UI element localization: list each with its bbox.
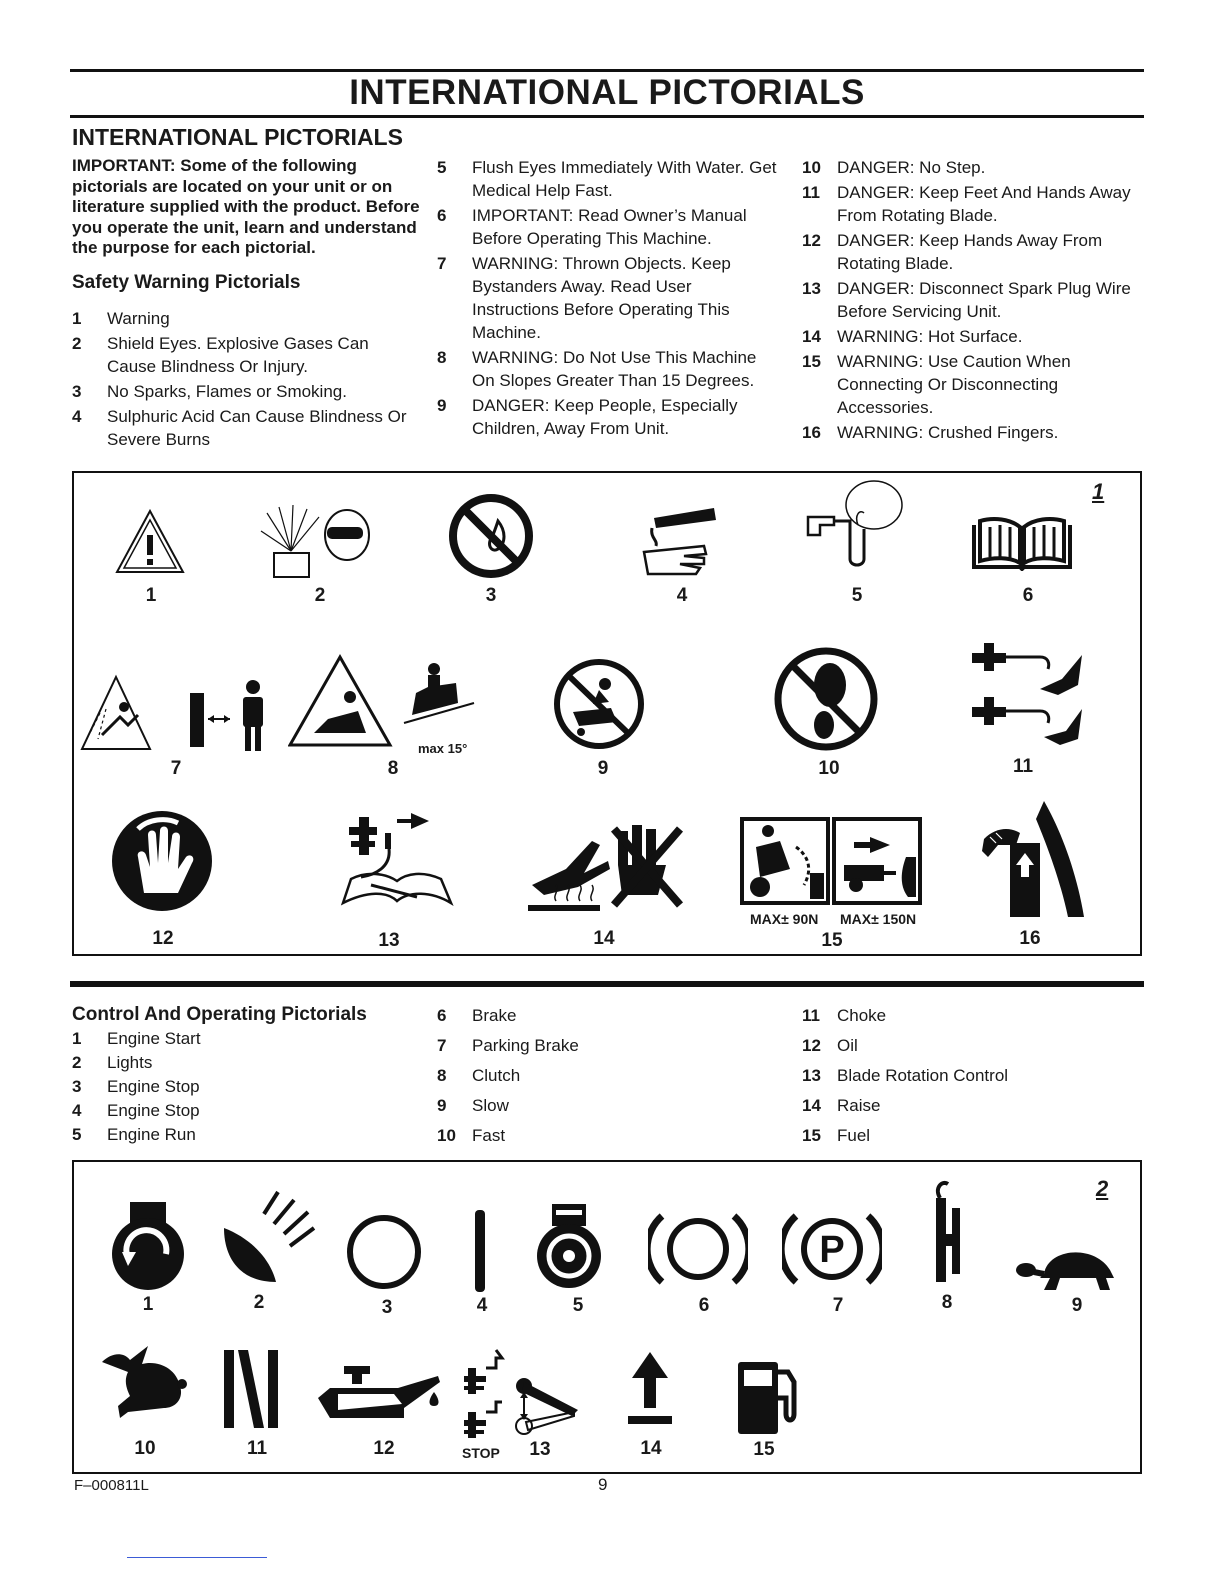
flush-eyes-icon	[802, 479, 912, 571]
rotating-blade-feet-hands-icon	[970, 639, 1086, 749]
caption: 15	[753, 1439, 775, 1460]
caption: 1	[145, 585, 157, 606]
safety-pictorials-figure	[72, 471, 1142, 956]
engine-run-icon	[534, 1202, 604, 1292]
title-rule	[70, 115, 1144, 118]
caption: 10	[134, 1438, 156, 1459]
control-title: Control And Operating Pictorials	[72, 1004, 367, 1025]
list-item: 1 Engine Start	[72, 1029, 201, 1048]
list-item: 1 Warning	[72, 309, 170, 328]
caption: 2	[314, 585, 326, 606]
list-item: 5 Flush Eyes Immediately With Water. Get Medical Help Fast.	[437, 158, 777, 200]
safety-list-col2	[437, 156, 782, 440]
caption: 13	[529, 1439, 551, 1460]
control-list-col2	[437, 1004, 777, 1147]
decorative-line	[127, 1557, 267, 1558]
list-item: 11 DANGER: Keep Feet And Hands Away From Rotating Blade.	[802, 183, 1131, 225]
no-step-icon	[772, 645, 880, 753]
list-item: 8 WARNING: Do Not Use This Machine On Slopes Greater Than 15 Degrees.	[437, 348, 757, 390]
keep-children-away-icon	[549, 656, 649, 752]
list-item: 12 Oil	[802, 1036, 858, 1055]
stop-label: STOP	[462, 1445, 500, 1461]
list-item: 15 Fuel	[802, 1126, 871, 1145]
caption: 6	[698, 1295, 710, 1316]
control-list-col3	[802, 1004, 1132, 1147]
list-item: 15 WARNING: Use Caution When Connecting Or Disconnecting Accessories.	[802, 352, 1071, 417]
max-90n-label: MAX± 90N	[750, 911, 819, 927]
caption: 7	[170, 758, 182, 779]
caption: 5	[572, 1295, 584, 1316]
thrown-objects-icon	[80, 673, 280, 755]
list-item: 3 Engine Stop	[72, 1077, 200, 1096]
caption: 12	[373, 1438, 395, 1459]
caption: 5	[851, 585, 863, 606]
caption: 13	[378, 930, 400, 951]
warning-triangle-icon	[114, 508, 186, 576]
list-item: 8 Clutch	[437, 1066, 521, 1085]
list-item: 4 Sulphuric Acid Can Cause Blindness Or Severe Burns	[72, 407, 407, 449]
list-item: 2 Shield Eyes. Explosive Gases Can Cause Blindness Or Injury.	[72, 334, 369, 376]
engine-stop-bar-icon	[470, 1208, 490, 1294]
list-item: 2 Lights	[72, 1053, 153, 1072]
caption: 3	[381, 1297, 393, 1318]
caption: 14	[640, 1438, 662, 1459]
list-item: 12 DANGER: Keep Hands Away From Rotating Blade.	[802, 231, 1103, 273]
owners-manual-icon	[970, 515, 1074, 571]
control-list-col1	[72, 1027, 412, 1146]
rotating-blade-hand-icon	[108, 807, 216, 915]
caption: 7	[832, 1295, 844, 1316]
connect-accessories-icon	[740, 817, 922, 905]
caption: 9	[1071, 1295, 1083, 1316]
list-item: 10 DANGER: No Step.	[802, 158, 986, 177]
list-item: 9 DANGER: Keep People, Especially Children, Away From Unit.	[437, 396, 738, 438]
caption: 11	[246, 1438, 268, 1459]
parking-brake-letter: P	[819, 1229, 845, 1271]
safety-title: Safety Warning Pictorials	[72, 272, 301, 293]
caption: 16	[1019, 928, 1041, 949]
disconnect-spark-plug-icon	[337, 803, 457, 915]
slow-turtle-icon	[1014, 1242, 1122, 1292]
list-item: 7 Parking Brake	[437, 1036, 579, 1055]
slope-max-label: max 15°	[418, 741, 468, 756]
caption: 11	[1012, 756, 1034, 777]
caption: 8	[941, 1292, 953, 1313]
brake-icon	[648, 1206, 748, 1292]
max-150n-label: MAX± 150N	[840, 911, 917, 927]
important-note: IMPORTANT: Some of the following pictorials are located on your unit or on literature supplied with the product. Before you operate the unit, learn and understand the purpose for each pictorial.	[72, 156, 420, 257]
caption: 4	[676, 585, 688, 606]
lights-icon	[220, 1188, 316, 1284]
safety-list-col1	[72, 307, 417, 451]
list-item: 7 WARNING: Thrown Objects. Keep Bystanders Away. Read User Instructions Before Operating This Machine.	[437, 254, 731, 342]
list-item: 14 Raise	[802, 1096, 881, 1115]
caption: 1	[142, 1294, 154, 1315]
raise-arrow-icon	[624, 1348, 676, 1430]
section-title: INTERNATIONAL PICTORIALS	[72, 124, 403, 150]
list-item: 13 Blade Rotation Control	[802, 1066, 1009, 1085]
list-item: 10 Fast	[437, 1126, 506, 1145]
safety-list-col3	[802, 156, 1132, 444]
clutch-icon	[926, 1178, 970, 1288]
caption: 10	[818, 758, 840, 779]
caption: 12	[152, 928, 174, 949]
list-item: 5 Engine Run	[72, 1125, 196, 1144]
caption: 6	[1022, 585, 1034, 606]
oil-can-icon	[314, 1362, 444, 1432]
list-item: 6 Brake	[437, 1006, 517, 1025]
caption: 14	[593, 928, 615, 949]
page-number: 9	[598, 1475, 608, 1494]
list-item: 16 WARNING: Crushed Fingers.	[802, 423, 1059, 442]
list-item: 13 DANGER: Disconnect Spark Plug Wire Before Servicing Unit.	[802, 279, 1131, 321]
hot-surface-icon	[526, 821, 688, 913]
figure-label: 1	[1092, 479, 1105, 504]
engine-start-icon	[108, 1200, 188, 1292]
control-pictorials-figure	[72, 1160, 1142, 1474]
caption: 4	[476, 1295, 488, 1316]
list-item: 11 Choke	[802, 1006, 887, 1025]
blade-rotation-control-icon	[462, 1346, 582, 1442]
section-divider	[70, 981, 1144, 987]
choke-icon	[220, 1346, 284, 1432]
list-item: 3 No Sparks, Flames or Smoking.	[72, 382, 347, 401]
acid-hand-icon	[634, 498, 724, 578]
caption: 8	[387, 758, 399, 779]
fast-rabbit-icon	[98, 1342, 188, 1422]
crushed-fingers-icon	[980, 799, 1088, 919]
no-flames-icon	[448, 493, 534, 579]
document-code: F–000811L	[74, 1477, 149, 1494]
slope-warning-icon	[288, 653, 478, 749]
caption: 9	[597, 758, 609, 779]
shield-eyes-icon	[257, 503, 377, 583]
caption: 15	[821, 930, 843, 951]
figure-label: 2	[1096, 1176, 1109, 1201]
list-item: 14 WARNING: Hot Surface.	[802, 327, 1023, 346]
page-title: INTERNATIONAL PICTORIALS	[349, 73, 865, 112]
caption: 3	[485, 585, 497, 606]
fuel-pump-icon	[734, 1358, 804, 1438]
list-item: 4 Engine Stop	[72, 1101, 200, 1120]
caption: 2	[253, 1292, 265, 1313]
engine-stop-circle-icon	[344, 1212, 424, 1292]
list-item: 6 IMPORTANT: Read Owner’s Manual Before Operating This Machine.	[437, 206, 747, 248]
list-item: 9 Slow	[437, 1096, 509, 1115]
parking-brake-icon	[782, 1206, 882, 1292]
